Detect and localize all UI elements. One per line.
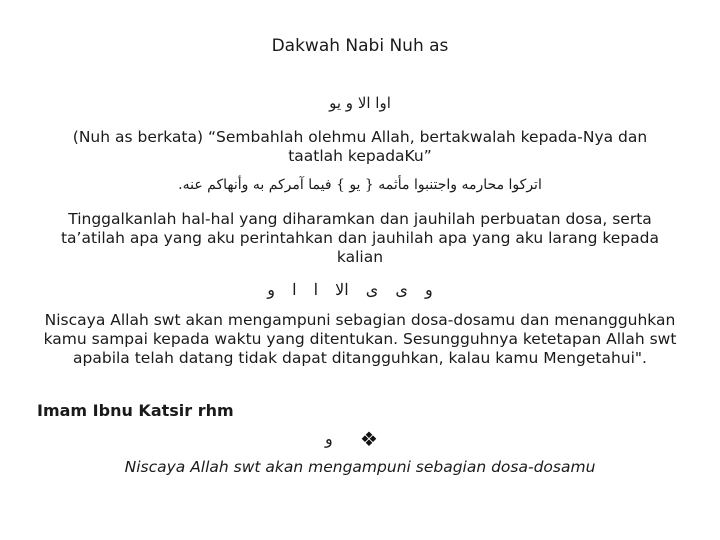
arabic-verse-1: اوا الا و يو	[329, 94, 391, 112]
translation-4: Niscaya Allah swt akan mengampuni sebagian dosa-dosamu	[124, 458, 596, 476]
attribution: Imam Ibnu Katsir rhm	[37, 401, 234, 420]
arabic-verse-4: و	[325, 429, 333, 448]
arabic-verse-3: و ى ى الا ا ا و	[267, 280, 433, 299]
translation-3: Niscaya Allah swt akan mengampuni sebagian dosa-dosamu dan menangguhkan kamu sampai kepada waktu yang ditentukan. Sesungguhnya ketetapan Allah swt apabila telah datang tidak dapat ditangguhkan, kalau kamu Mengetahui".	[43, 311, 677, 367]
slide-title: Dakwah Nabi Nuh as	[271, 36, 449, 56]
translation-2: Tinggalkanlah hal-hal yang diharamkan dan jauhilah perbuatan dosa, serta ta’atilah apa yang aku perintahkan dan jauhilah apa yang aku larang kepada kalian	[60, 210, 659, 266]
diamond-bullet-icon: ❖	[360, 427, 378, 451]
arabic-verse-2: اتركوا محارمه واجتنبوا مأثمه { يو } فيما آمركم به وأنهاكم عنه.	[178, 177, 542, 193]
translation-1: (Nuh as berkata) “Sembahlah olehmu Allah, bertakwalah kepada-Nya dan taatlah kepadaKu”	[72, 128, 648, 165]
